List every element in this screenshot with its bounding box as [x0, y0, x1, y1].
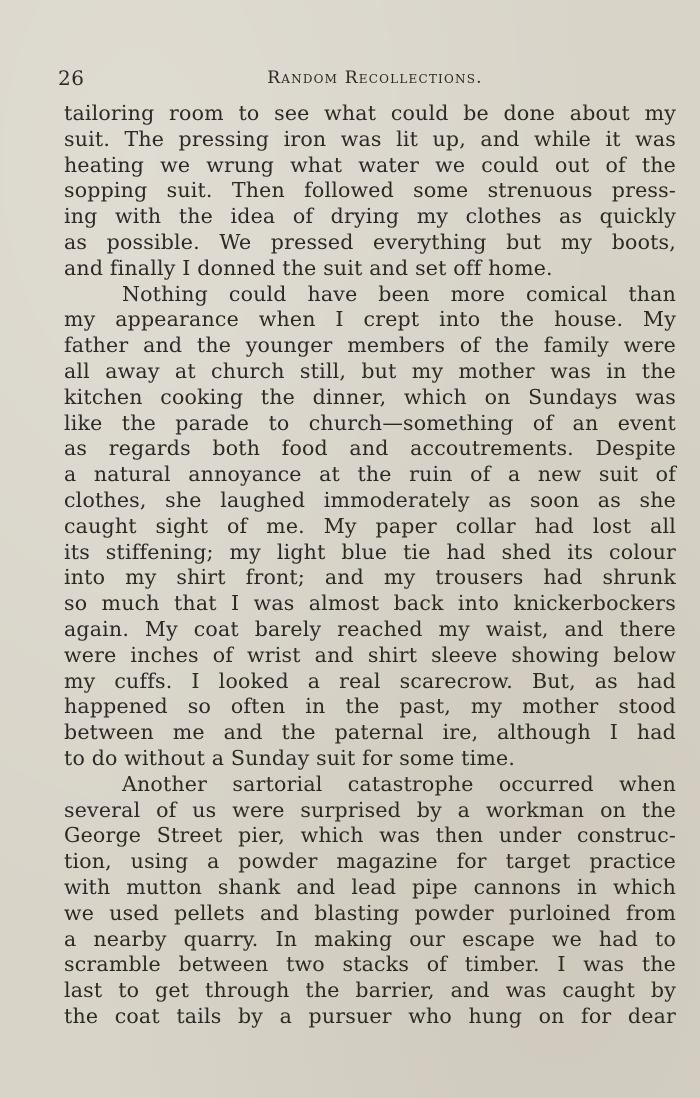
text-line: scramble between two stacks of timber. I was the — [64, 952, 676, 977]
text-line: ing with the idea of drying my clothes as quickly — [64, 204, 676, 229]
text-line: again. My coat barely reached my waist, and there — [64, 616, 676, 641]
text-line: a nearby quarry. In making our escape we had to — [64, 926, 676, 951]
text-line: like the parade to church—something of an event — [64, 410, 676, 435]
text-line: last to get through the barrier, and was caught by — [64, 978, 676, 1003]
text-line: to do without a Sunday suit for some time. — [64, 745, 516, 770]
text-line: sopping suit. Then followed some strenuous press- — [64, 178, 676, 203]
text-line: several of us were surprised by a workman on the — [64, 797, 676, 822]
text-line: we used pellets and blasting powder purloined from — [64, 900, 676, 925]
text-line: suit. The pressing iron was lit up, and while it was — [64, 126, 676, 151]
text-line: caught sight of me. My paper collar had lost all — [64, 513, 676, 538]
text-line: happened so often in the past, my mother stood — [64, 694, 676, 719]
text-line: as possible. We pressed everything but my boots, — [64, 229, 676, 254]
text-line: with mutton shank and lead pipe cannons in which — [64, 874, 676, 899]
text-line: its stiffening; my light blue tie had shed its colour — [64, 539, 676, 564]
text-line: were inches of wrist and shirt sleeve showing below — [64, 642, 676, 667]
text-line: the coat tails by a pursuer who hung on for dear — [64, 1003, 676, 1028]
text-line: all away at church still, but my mother was in the — [64, 358, 676, 383]
text-line: George Street pier, which was then under construc- — [64, 823, 676, 848]
text-line: tailoring room to see what could be done about my — [64, 101, 676, 125]
text-line: clothes, she laughed immoderately as soon as she — [64, 487, 676, 512]
page-header — [58, 64, 674, 92]
running-head: Random Recollections. — [267, 68, 483, 88]
paragraph-start-line: Nothing could have been more comical than — [122, 281, 676, 306]
text-line: my cuffs. I looked a real scarecrow. But, as had — [64, 668, 676, 693]
text-line: as regards both food and accoutrements. Despite — [64, 436, 676, 461]
text-line: between me and the paternal ire, although I had — [64, 720, 676, 745]
text-line: my appearance when I crept into the house. My — [64, 307, 676, 332]
text-line: father and the younger members of the family were — [64, 333, 676, 358]
text-line: so much that I was almost back into knickerbockers — [64, 591, 676, 616]
page-number: 26 — [58, 66, 85, 90]
text-line: and finally I donned the suit and set off home. — [64, 255, 553, 280]
body-text — [64, 101, 676, 1030]
text-line: a natural annoyance at the ruin of a new suit of — [64, 462, 676, 487]
text-line: heating we wrung what water we could out of the — [64, 152, 676, 177]
paragraph-start-line: Another sartorial catastrophe occurred when — [122, 771, 676, 796]
text-line: kitchen cooking the dinner, which on Sundays was — [64, 384, 676, 409]
text-line: tion, using a powder magazine for target practice — [64, 849, 676, 874]
text-line: into my shirt front; and my trousers had shrunk — [64, 565, 676, 590]
